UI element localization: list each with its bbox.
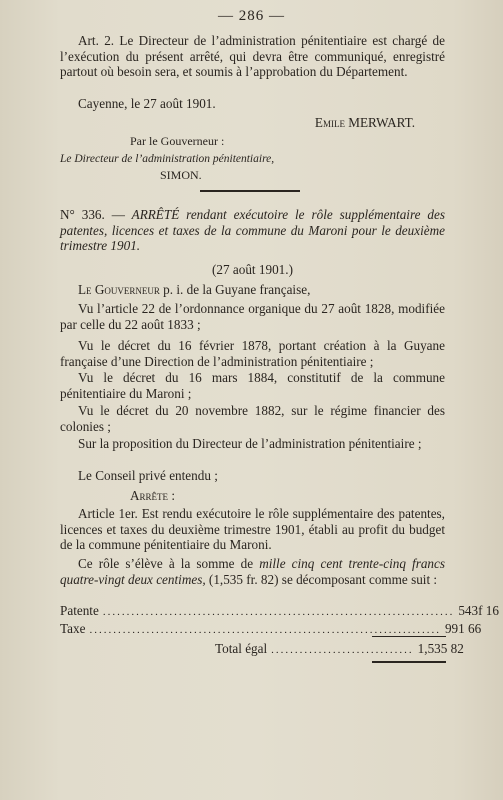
item-amount: 543f 16 [458, 603, 499, 618]
vu-paragraph-4: Vu le décret du 20 novembre 1882, sur le régime financier des colonies ; [60, 403, 445, 434]
vu-paragraph-2: Vu le décret du 16 février 1878, portant création à la Guyane française d’une Direction de l’administration pénitentiaire ; [60, 338, 445, 369]
total-row [60, 641, 464, 659]
montant-pre: Ce rôle s’élève à la somme de [78, 556, 260, 571]
arrete-heading [60, 488, 445, 504]
directeur-title: Le Directeur de l’administration pénitentiaire, [60, 153, 275, 165]
signatory-name: Emile MERWART. [314, 115, 415, 130]
item-amount: 991 66 [444, 620, 482, 636]
article-2-text: Le Directeur de l’administration pénitentiaire est chargé de l’exécution du présent arrêté, qui devra être communiqué, enregistré partout où besoin sera, et soumis à l’approbation du Département. [60, 33, 445, 80]
item-label: Patente [60, 603, 99, 618]
article-1-lead: Article 1er. [78, 506, 138, 521]
signatory [60, 115, 445, 131]
total-amount: 1,535 82 [417, 641, 464, 656]
total-underline [372, 661, 446, 663]
decree-heading [60, 207, 445, 254]
decree-title: ARRÊTÉ rendant exécutoire le rôle supplémentaire des patentes, licences et taxes de la commune du Maroni pour le deuxième trimestre 1901. [60, 207, 445, 254]
gouverneur-line [60, 282, 445, 298]
montant-paragraph [60, 556, 445, 587]
decree-number: N° 336. — [60, 207, 125, 222]
arrete-label: Arrête : [130, 488, 175, 503]
dateline: Cayenne, le 27 août 1901. [78, 96, 216, 111]
montant-post: (1,535 fr. 82) se décomposant comme suit : [205, 571, 438, 587]
page-number: — 286 — [218, 8, 285, 24]
article-2 [60, 33, 445, 80]
total-label: Total égal [215, 641, 268, 656]
par-le-gouverneur: Par le Gouverneur : [130, 134, 225, 148]
gouverneur-label: Le Gouverneur [78, 282, 160, 297]
item-label: Taxe [60, 620, 86, 636]
decree-date: (27 août 1901.) [212, 262, 293, 277]
gouverneur-text: p. i. de la Guyane française, [159, 282, 311, 297]
vu-paragraph-5: Sur la proposition du Directeur de l’administration pénitentiaire ; [78, 436, 422, 451]
sum-rule [372, 636, 446, 637]
article-1 [60, 506, 445, 553]
vu-paragraph-1: Vu l’article 22 de l’ordonnance organique du 27 août 1828, modifiée par celle du 22 août 1833 ; [60, 301, 445, 332]
leader-dots: .......................................................................... [102, 606, 455, 618]
separator-rule [200, 190, 300, 192]
article-1-text: Est rendu exécutoire le rôle supplémentaire des patentes, licences et taxes du deuxième trimestre 1901, établi au profit du budget de la commune pénitentiaire du Maroni. [60, 506, 445, 553]
leader-dots: .......................................................................... [89, 623, 441, 636]
article-2-lead: Art. 2. [78, 33, 115, 48]
breakdown-table [60, 603, 499, 638]
montant-words: mille cinq cent trente-cinq francs quatre-vingt deux centimes, [60, 556, 446, 587]
vu-paragraph-3: Vu le décret du 16 mars 1884, constitutif de la commune pénitentiaire du Maroni ; [60, 370, 445, 401]
vu-paragraph-6: Le Conseil privé entendu ; [78, 468, 218, 483]
directeur-name: SIMON. [160, 168, 202, 182]
breakdown-row-patente [60, 603, 499, 621]
leader-dots: .............................. [271, 644, 414, 656]
